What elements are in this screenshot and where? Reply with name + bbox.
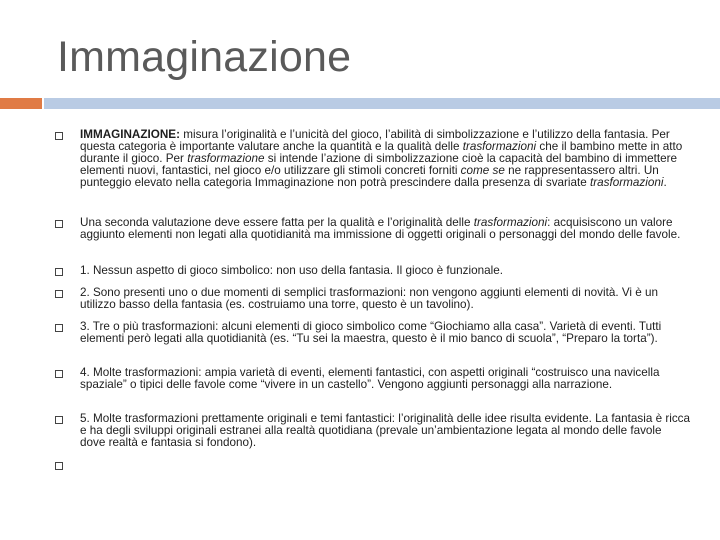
slide-title: Immaginazione xyxy=(57,33,352,81)
bullet-marker xyxy=(55,370,63,378)
item-text-italic: trasformazione xyxy=(187,152,265,165)
list-item-score-4: 4. Molte trasformazioni: ampia varietà di eventi, elementi fantastici, con aspetti originali “costruisco una navicella spaziale” o tipici delle favole come “vivere in un castello”. Vengono aggiunti personaggi alla narrazione. xyxy=(80,366,660,391)
title-divider-bar xyxy=(44,98,720,109)
list-item-immaginazione-definition xyxy=(80,129,690,189)
item-text-italic: trasformazioni xyxy=(473,216,548,229)
list-item-score-2: 2. Sono presenti uno o due momenti di semplici trasformazioni: non vengono aggiunti elementi di novità. Vi è un utilizzo basso della fantasia (es. costruiamo una torre, questo è un tavolino). xyxy=(80,286,659,311)
bullet-marker xyxy=(55,416,63,424)
list-item-second-evaluation xyxy=(80,217,690,241)
item-text: si intende l’azione di simbolizzazione cioè la capacità del bambino di immettere elementi nuovi, fantastici, nel gioco e/o utilizzare gli stimoli concreti forniti xyxy=(80,152,678,177)
item-text: ne rappresentassero altri. Un punteggio elevato nella categoria Immaginazione non potrà prescindere dalla presenza di svariate xyxy=(80,164,659,189)
item-text: : acquisiscono un valore aggiunto elementi non legati alla quotidianità ma immissione di oggetti originali o personaggi del mondo delle favole. xyxy=(80,216,681,241)
bullet-marker xyxy=(55,132,63,140)
bullet-marker xyxy=(55,268,63,276)
item-text: che il bambino mette in atto durante il gioco. Per xyxy=(80,140,683,165)
item-text: misura l’originalità e l’unicità del gioco, l’abilità di simbolizzazione e l’utilizzo della fantasia. Per questa categoria è importante valutare anche la quantità e la qualità delle xyxy=(80,128,670,153)
title-accent-bar xyxy=(0,98,42,109)
item-label: IMMAGINAZIONE: xyxy=(80,128,180,141)
list-item-score-1: 1. Nessun aspetto di gioco simbolico: non uso della fantasia. Il gioco è funzionale. xyxy=(80,264,503,277)
item-text: Una seconda valutazione deve essere fatta per la qualità e l’originalità delle xyxy=(80,216,474,229)
item-text: . xyxy=(663,176,667,189)
bullet-marker xyxy=(55,220,63,228)
bullet-marker xyxy=(55,290,63,298)
bullet-marker xyxy=(55,462,63,470)
bullet-marker xyxy=(55,324,63,332)
item-text-italic: trasformazioni xyxy=(462,140,537,153)
item-text-italic: come se xyxy=(460,164,505,177)
item-text-italic: trasformazioni xyxy=(590,176,664,189)
list-item-score-3: 3. Tre o più trasformazioni: alcuni elementi di gioco simbolico come “Giochiamo alla casa”. Varietà di eventi. Tutti elementi però legati alla quotidianità (es. “Tu sei la maestra, questo è il mio banco di scuola”, “Preparo la torta”). xyxy=(80,320,662,345)
list-item-score-5: 5. Molte trasformazioni prettamente originali e temi fantastici: l’originalità delle idee risulta evidente. La fantasia è ricca e ha degli sviluppi originali estranei alla realtà quotidiana (prevale un’ambientazione legata al mondo delle favole dove realtà e fantasia si fondono). xyxy=(80,412,691,449)
